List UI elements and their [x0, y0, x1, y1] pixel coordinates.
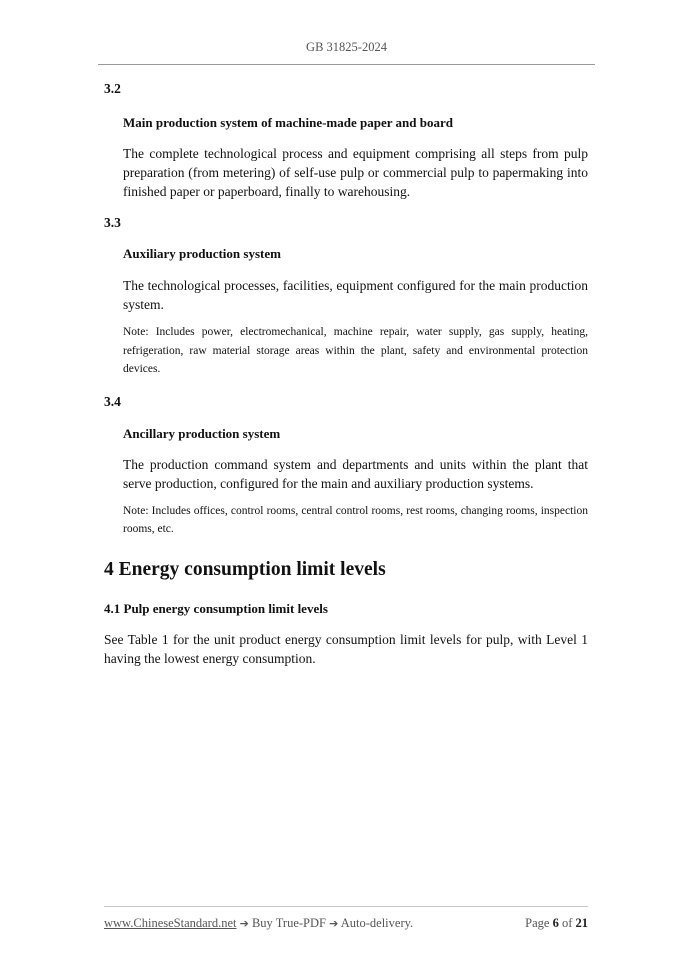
- term-note-3-3: Note: Includes power, electromechanical, machine repair, water supply, gas supply, heating, refrigeration, raw material storage areas within the plant, safety and environmental protection devices.: [123, 326, 588, 375]
- page-content: [104, 80, 588, 668]
- right-arrow-icon: ➔: [239, 917, 249, 930]
- footer-divider: [104, 906, 588, 907]
- chapter-heading-4: 4 Energy consumption limit levels: [104, 558, 386, 580]
- term-definition-3-3: The technological processes, facilities, equipment configured for the main production system.: [123, 278, 588, 312]
- right-arrow-icon: ➔: [329, 917, 339, 930]
- footer-site-link[interactable]: www.ChineseStandard.net: [104, 916, 237, 930]
- clause-number-3-4: 3.4: [104, 393, 121, 409]
- footer-delivery-text: Auto-delivery.: [340, 916, 414, 930]
- term-definition-3-2: The complete technological process and equipment comprising all steps from pulp preparation (from metering) of self-use pulp or commercial pulp to papermaking into finished paper or paperboard, finally to warehousing.: [123, 146, 588, 199]
- page-current: 6: [552, 916, 559, 930]
- footer-buy-link[interactable]: Buy True-PDF: [251, 916, 326, 930]
- term-title-3-3: Auxiliary production system: [123, 246, 281, 261]
- term-definition-3-4: The production command system and departments and units within the plant that serve production, configured for the main and auxiliary production systems.: [123, 456, 588, 491]
- header-standard-code: GB 31825-2024: [306, 40, 387, 54]
- clause-number-3-3: 3.3: [104, 215, 121, 230]
- page-indicator: [525, 916, 588, 931]
- term-title-3-2: Main production system of machine-made paper and board: [123, 115, 453, 130]
- page-word: Page: [525, 916, 550, 930]
- header-divider: [98, 64, 595, 65]
- clause-number-3-2: 3.2: [104, 81, 121, 96]
- of-word: of: [561, 916, 573, 930]
- term-note-3-4: Note: Includes offices, control rooms, central control rooms, rest rooms, changing rooms, inspection rooms, etc.: [123, 504, 588, 535]
- page-footer: [104, 916, 588, 931]
- subclause-heading-4-1: 4.1 Pulp energy consumption limit levels: [104, 600, 328, 616]
- subclause-text-4-1: See Table 1 for the unit product energy consumption limit levels for pulp, with Level 1 having the lowest energy consumption.: [104, 631, 588, 666]
- footer-promo: [104, 916, 413, 931]
- page-total: 21: [575, 916, 588, 930]
- term-title-3-4: Ancillary production system: [123, 425, 281, 441]
